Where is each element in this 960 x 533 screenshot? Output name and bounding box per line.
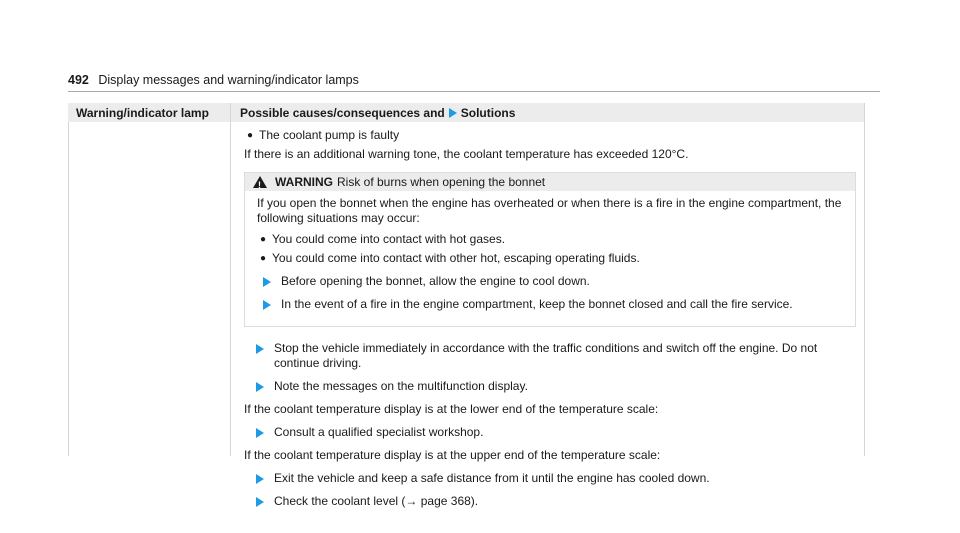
- table-header: [68, 103, 864, 122]
- arrow-right-icon: [256, 497, 264, 507]
- warning-step: [257, 297, 847, 312]
- arrow-right-icon: [263, 300, 271, 310]
- warning-header: [245, 173, 855, 191]
- bullet-text: You could come into contact with other hot, escaping operating fluids.: [272, 251, 640, 265]
- solutions-cell: [244, 128, 856, 517]
- warning-body: [245, 191, 855, 326]
- arrow-right-icon: [263, 277, 271, 287]
- step-text: Stop the vehicle immediately in accordance with the traffic conditions and switch off the engine. Do not continue driving.: [274, 341, 818, 370]
- paragraph: If the coolant temperature display is at the lower end of the temperature scale:: [244, 402, 659, 416]
- column-header-lamp: Warning/indicator lamp: [76, 106, 209, 120]
- column-header-causes: [240, 106, 515, 120]
- arrow-right-icon: [256, 344, 264, 354]
- step-text: Check the coolant level (→ page 368).: [274, 494, 479, 508]
- page-number: 492: [68, 73, 89, 87]
- warning-box: [244, 172, 856, 327]
- arrow-right-icon: [256, 474, 264, 484]
- table-border-left: [68, 122, 69, 456]
- paragraph: If there is an additional warning tone, the coolant temperature has exceeded 120°C.: [244, 147, 689, 161]
- bullet-icon: ●: [260, 234, 267, 245]
- step-text: Note the messages on the multifunction display.: [274, 379, 528, 393]
- instruction-step: [244, 471, 856, 486]
- list-item: [244, 128, 856, 143]
- instruction-step: [244, 425, 856, 440]
- bullet-text: The coolant pump is faulty: [259, 128, 400, 142]
- step-text: Before opening the bonnet, allow the engine to cool down.: [281, 274, 590, 288]
- warning-title: Risk of burns when opening the bonnet: [337, 174, 546, 189]
- paragraph: If the coolant temperature display is at the upper end of the temperature scale:: [244, 448, 661, 462]
- table-border-middle: [230, 103, 231, 456]
- bullet-icon: ●: [260, 253, 267, 264]
- arrow-right-icon: [449, 108, 457, 118]
- step-text: Consult a qualified specialist workshop.: [274, 425, 484, 439]
- instruction-step: [244, 379, 856, 394]
- table-border-right: [864, 103, 865, 456]
- column-header-causes-text: Possible causes/consequences and: [240, 106, 445, 120]
- warning-step: [257, 274, 847, 289]
- warning-label: WARNING: [275, 174, 333, 189]
- list-item: [257, 251, 847, 266]
- arrow-right-icon: [256, 382, 264, 392]
- instruction-step: [244, 494, 856, 509]
- instruction-step: [244, 341, 856, 371]
- page-header: [68, 72, 880, 92]
- bullet-icon: ●: [247, 130, 254, 141]
- step-text: In the event of a fire in the engine compartment, keep the bonnet closed and call the fire service.: [281, 297, 793, 311]
- page-title: Display messages and warning/indicator lamps: [98, 73, 359, 87]
- bullet-text: You could come into contact with hot gases.: [272, 232, 506, 246]
- arrow-right-icon: [256, 428, 264, 438]
- column-header-solutions-text: Solutions: [460, 106, 516, 120]
- step-text: Exit the vehicle and keep a safe distance from it until the engine has cooled down.: [274, 471, 710, 485]
- list-item: [257, 232, 847, 247]
- warning-intro: If you open the bonnet when the engine has overheated or when there is a fire in the engine compartment, the following situations may occur:: [257, 196, 842, 225]
- warning-triangle-icon: [253, 176, 267, 188]
